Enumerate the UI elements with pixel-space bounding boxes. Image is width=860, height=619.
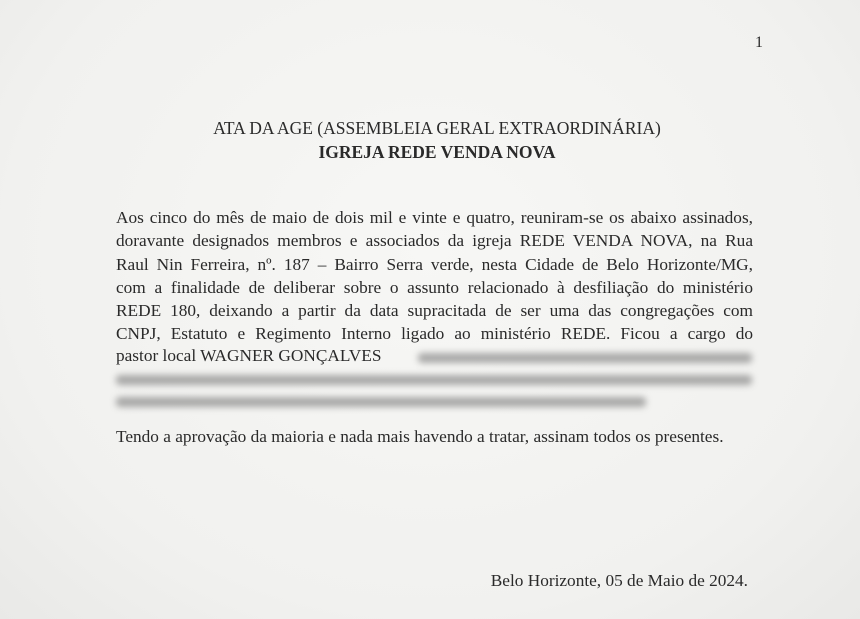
redacted-text — [116, 397, 646, 407]
text-line: Aos cinco do mês de maio de dois mil e vinte e quatro, reuniram-se os abaixo assinados, — [116, 208, 753, 227]
place-date: Belo Horizonte, 05 de Maio de 2024. — [490, 571, 748, 590]
page-number: 1 — [755, 34, 763, 51]
text-line: CNPJ, Estatuto e Regimento Interno ligado ao ministério REDE. Ficou a cargo do — [116, 324, 753, 343]
paragraph-2: Tendo a aprovação da maioria e nada mais havendo a tratar, assinam todos os presentes. — [116, 427, 724, 446]
text-line: pastor local WAGNER GONÇALVES — [116, 346, 382, 365]
document-subtitle: IGREJA REDE VENDA NOVA — [318, 142, 556, 162]
text-line: REDE 180, deixando a partir da data supracitada de ser uma das congregações com — [116, 301, 753, 320]
text-line: Raul Nin Ferreira, nº. 187 – Bairro Serra verde, nesta Cidade de Belo Horizonte/MG, — [116, 255, 753, 274]
text-line: com a finalidade de deliberar sobre o assunto relacionado à desfiliação do ministério — [116, 278, 753, 297]
redacted-text — [116, 375, 752, 385]
text-line: doravante designados membros e associados da igreja REDE VENDA NOVA, na Rua — [116, 231, 753, 250]
document-title: ATA DA AGE (ASSEMBLEIA GERAL EXTRAORDINÁRIA) — [213, 118, 661, 138]
redacted-text — [418, 353, 752, 363]
